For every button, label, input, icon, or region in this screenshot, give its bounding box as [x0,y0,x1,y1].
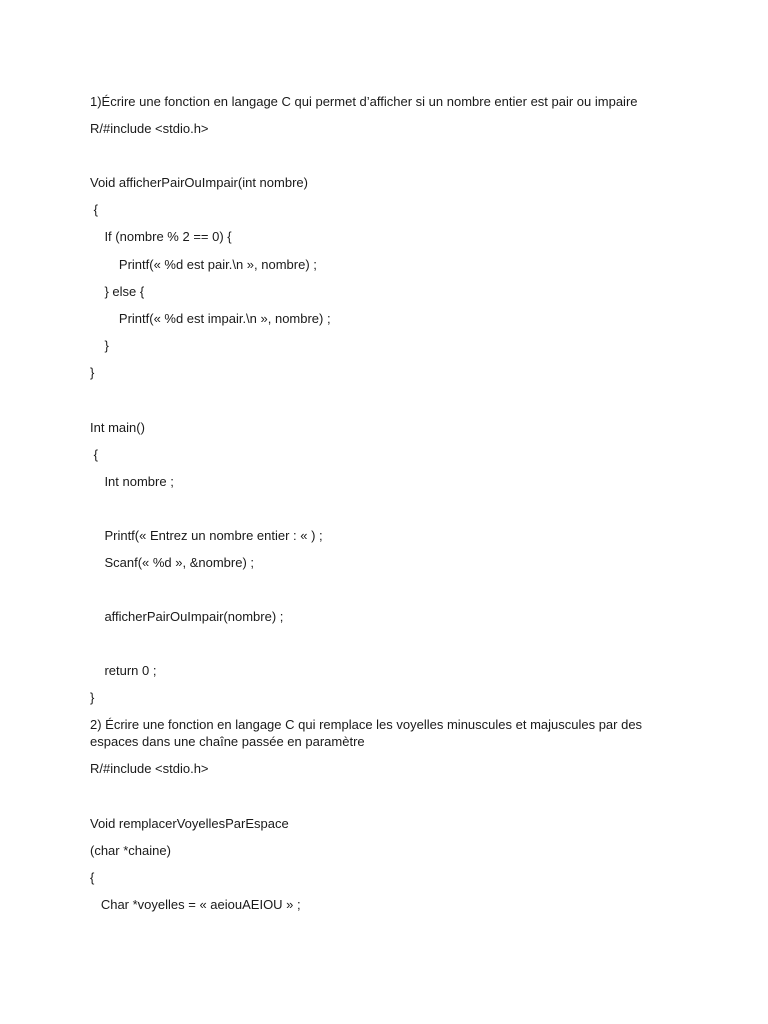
code-line: Printf(« %d est pair.\n », nombre) ; [90,257,317,272]
code-line: Int nombre ; [90,474,174,489]
code-line: afficherPairOuImpair(nombre) ; [90,609,284,624]
function-signature-1: Void afficherPairOuImpair(int nombre) [90,175,308,190]
include-line-1: R/#include <stdio.h> [90,121,209,136]
code-line: { [90,202,98,217]
include-line-2: R/#include <stdio.h> [90,761,209,776]
code-line: } else { [90,284,145,299]
function-signature-2: Void remplacerVoyellesParEspace [90,816,289,831]
code-line: If (nombre % 2 == 0) { [90,229,232,244]
main-signature: Int main() [90,420,145,435]
code-line: } [90,338,109,353]
code-line: { [90,447,98,462]
code-line: } [90,690,95,705]
question-2-heading: 2) Écrire une fonction en langage C qui remplace les voyelles minuscules et majuscules par des espaces dans une chaîne passée en paramètre [90,717,643,749]
code-line: Printf(« Entrez un nombre entier : « ) ; [90,528,323,543]
code-line: { [90,870,95,885]
code-line: Printf(« %d est impair.\n », nombre) ; [90,311,331,326]
code-line: } [90,365,95,380]
code-line: return 0 ; [90,663,157,678]
code-line: Char *voyelles = « aeiouAEIOU » ; [90,897,301,912]
code-line: Scanf(« %d », &nombre) ; [90,555,255,570]
code-line: (char *chaine) [90,843,171,858]
question-1-heading: 1)Écrire une fonction en langage C qui permet d’afficher si un nombre entier est pair ou impaire [90,94,638,109]
